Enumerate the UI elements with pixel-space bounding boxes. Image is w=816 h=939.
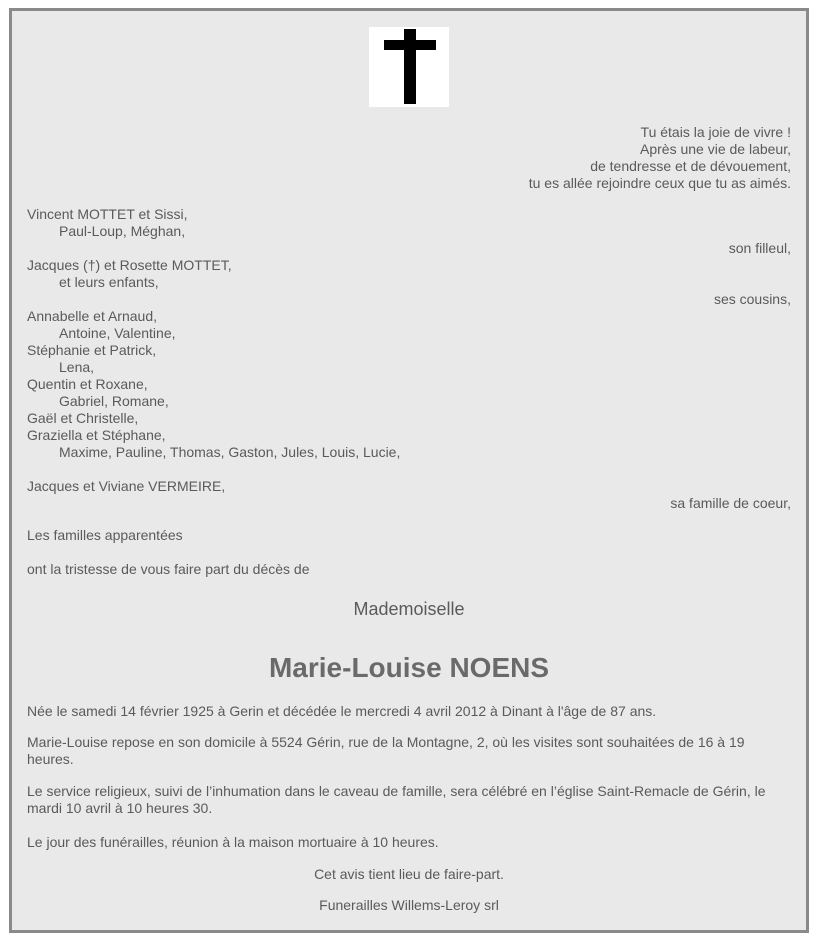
- family-line: Jacques et Viviane VERMEIRE,: [27, 478, 226, 494]
- repose-text: Marie-Louise repose en son domicile à 5524 Gérin, rue de la Montagne, 2, où les visites sont souhaitées de 16 à 19 heures.: [27, 734, 745, 767]
- announcement-text: ont la tristesse de vous faire part du décès de: [27, 561, 310, 577]
- birth-death-text: Née le samedi 14 février 1925 à Gerin et décédée le mercredi 4 avril 2012 à Dinant à l'âge de 87 ans.: [27, 703, 657, 719]
- relation-label: sa famille de coeur,: [670, 495, 791, 511]
- service-text: Le service religieux, suivi de l’inhumation dans le caveau de famille, sera célébré en l’église Saint-Remacle de Gérin, le mardi 10 avril à 10 heures 30.: [27, 783, 766, 816]
- family-line: Jacques (†) et Rosette MOTTET,: [27, 257, 232, 273]
- family-line: Stéphanie et Patrick,: [27, 342, 157, 358]
- family-line: Gaël et Christelle,: [27, 410, 139, 426]
- poem-line: Tu étais la joie de vivre !: [640, 124, 791, 140]
- funeral-home: Funerailles Willems-Leroy srl: [319, 897, 499, 913]
- cross-icon: [369, 27, 449, 107]
- poem-line: tu es allée rejoindre ceux que tu as aimés.: [528, 175, 791, 191]
- family-line: Quentin et Roxane,: [27, 376, 148, 392]
- family-line: Maxime, Pauline, Thomas, Gaston, Jules, Louis, Lucie,: [59, 444, 401, 460]
- poem-line: Après une vie de labeur,: [640, 141, 791, 157]
- family-line: Gabriel, Romane,: [59, 393, 169, 409]
- family-line: et leurs enfants,: [59, 274, 159, 290]
- reunion-text: Le jour des funérailles, réunion à la maison mortuaire à 10 heures.: [27, 834, 439, 850]
- deceased-name: Marie-Louise NOENS: [268, 652, 550, 683]
- notice-text: Cet avis tient lieu de faire-part.: [314, 866, 504, 882]
- family-line: Les familles apparentées: [27, 527, 183, 543]
- honorific: Mademoiselle: [353, 599, 465, 619]
- family-line: Lena,: [59, 359, 95, 375]
- poem-line: de tendresse et de dévouement,: [590, 158, 791, 174]
- obituary-card: [9, 8, 809, 933]
- family-line: Graziella et Stéphane,: [27, 427, 166, 443]
- relation-label: son filleul,: [728, 240, 791, 256]
- family-line: Vincent MOTTET et Sissi,: [27, 206, 188, 222]
- family-line: Annabelle et Arnaud,: [27, 308, 157, 324]
- family-line: Antoine, Valentine,: [59, 325, 176, 341]
- family-line: Paul-Loup, Méghan,: [59, 223, 186, 239]
- relation-label: ses cousins,: [713, 291, 791, 307]
